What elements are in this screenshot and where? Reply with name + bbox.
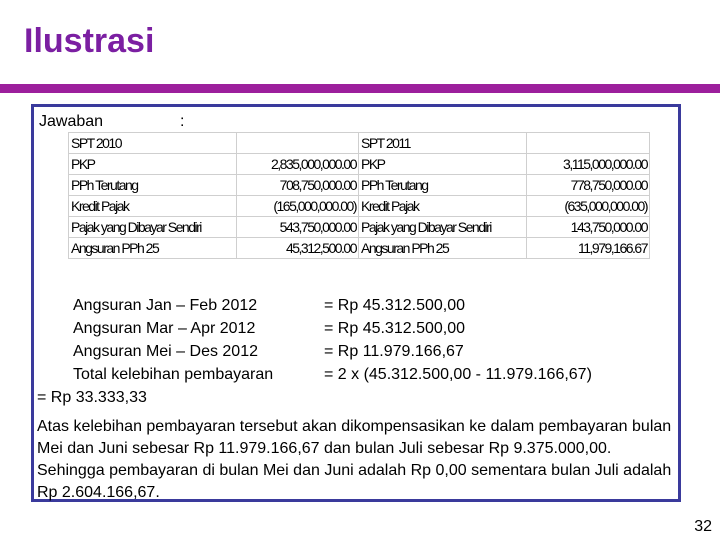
spt2010-header: SPT 2010 (69, 133, 237, 154)
calc-label: Angsuran Mar – Apr 2012 (73, 320, 256, 337)
page-number: 32 (694, 518, 712, 535)
row-value: 3,115,000,000.00 (527, 154, 650, 175)
row-label: Pajak yang Dibayar Sendiri (69, 217, 237, 238)
calc-value: = Rp 45.312.500,00 (324, 297, 466, 314)
calc-label: Total kelebihan pembayaran (73, 366, 274, 383)
row-value: 2,835,000,000.00 (237, 154, 359, 175)
row-value: (635,000,000.00) (527, 196, 650, 217)
explanation-paragraph: Atas kelebihan pembayaran tersebut akan dikompensasikan ke dalam pembayaran bulan Mei dan Juni sebesar Rp 11.979.166,67 dan bulan Juli sebesar Rp 9.375.000,00. Sehingga pembayaran di bulan Mei dan Juni adalah Rp 0,00 sementara bulan Juli adalah Rp 2.604.166,67. (37, 418, 672, 501)
row-label: Angsuran PPh 25 (69, 238, 237, 259)
table-row (69, 196, 650, 217)
spt2010-header-blank (237, 133, 359, 154)
table-row (69, 154, 650, 175)
calc-value: = 2 x (45.312.500,00 - 11.979.166,67) (324, 366, 592, 383)
table-row (69, 175, 650, 196)
calc-label: Angsuran Mei – Des 2012 (73, 343, 258, 360)
spt2011-header: SPT 2011 (359, 133, 527, 154)
row-value: 11,979,166.67 (527, 238, 650, 259)
slide-title: Ilustrasi (24, 22, 155, 60)
row-value: 778,750,000.00 (527, 175, 650, 196)
spt2011-header-blank (527, 133, 650, 154)
row-label: PKP (359, 154, 527, 175)
total-result: = Rp 33.333,33 (37, 389, 147, 406)
row-label: Kredit Pajak (69, 196, 237, 217)
row-value: (165,000,000.00) (237, 196, 359, 217)
spt-table (68, 132, 650, 259)
table-header-row (69, 133, 650, 154)
row-value: 708,750,000.00 (237, 175, 359, 196)
row-label: Pajak yang Dibayar Sendiri (359, 217, 527, 238)
row-label: PPh Terutang (69, 175, 237, 196)
calc-value: = Rp 11.979.166,67 (324, 343, 464, 360)
jawaban-colon: : (180, 113, 185, 130)
table-row (69, 217, 650, 238)
row-value: 45,312,500.00 (237, 238, 359, 259)
row-label: Angsuran PPh 25 (359, 238, 527, 259)
row-value: 143,750,000.00 (527, 217, 650, 238)
calc-label: Angsuran Jan – Feb 2012 (73, 297, 258, 314)
row-label: Kredit Pajak (359, 196, 527, 217)
jawaban-label: Jawaban (39, 113, 104, 130)
row-value: 543,750,000.00 (237, 217, 359, 238)
table-row (69, 238, 650, 259)
row-label: PKP (69, 154, 237, 175)
calc-value: = Rp 45.312.500,00 (324, 320, 466, 337)
title-divider (0, 84, 720, 93)
row-label: PPh Terutang (359, 175, 527, 196)
